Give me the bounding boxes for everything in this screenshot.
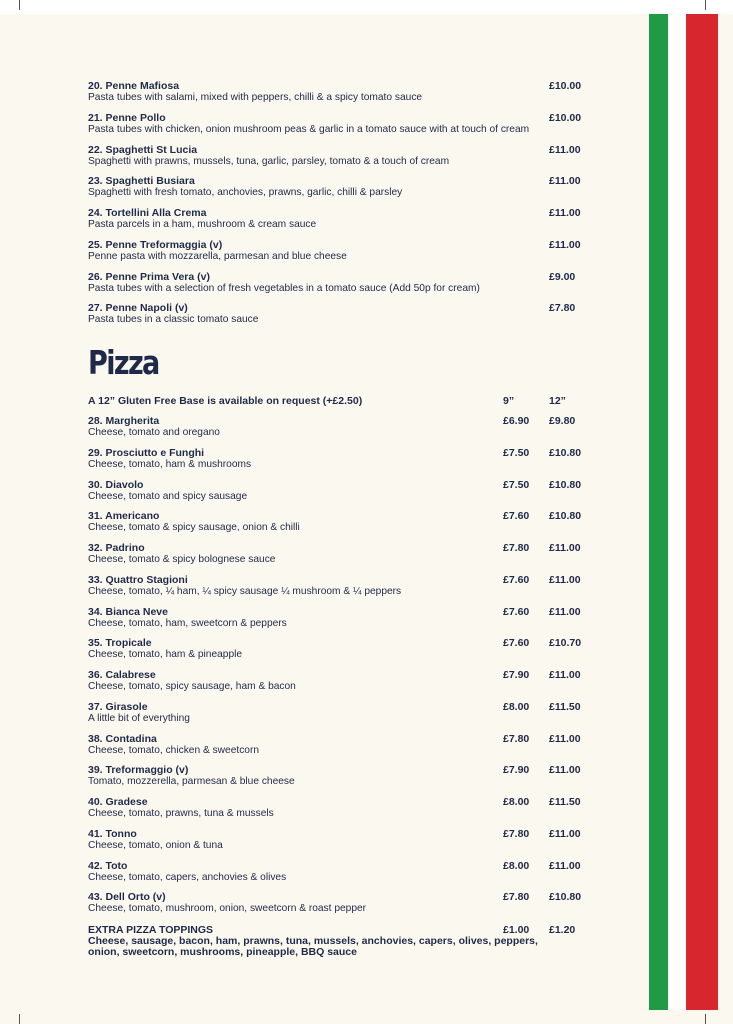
price-9-inch: £1.00 [503,924,530,936]
crop-mark [19,1014,20,1024]
menu-item [88,81,588,113]
price-12-inch: £10.80 [549,478,582,491]
price-9-inch: £8.00 [503,700,530,713]
menu-item [88,638,588,670]
item-price: £10.00 [549,80,582,92]
price-9-inch: £7.80 [503,891,530,904]
menu-item [88,303,588,335]
menu-item [88,113,588,145]
price-12-inch: £11.00 [549,605,581,618]
menu-item [88,575,588,607]
price-9-inch: £7.80 [503,542,530,554]
menu-item [88,240,588,272]
extra-toppings-list: Cheese, sausage, bacon, ham, prawns, tuna, mussels, anchovies, capers, olives, peppers, onion, sweetcorn, mushrooms, pineapple, BBQ sauce [88,935,538,958]
item-name: 25. Penne Treformaggia (v) [88,238,223,251]
price-12-inch: £9.80 [549,415,576,427]
menu-item [88,607,588,639]
price-9-inch: £8.00 [503,796,530,808]
item-name: 32. Padrino [88,542,145,554]
price-12-inch: £11.00 [549,764,581,777]
item-description: Spaghetti with fresh tomato, anchovies, prawns, garlic, chilli & parsley [88,187,403,199]
item-description: Cheese, tomato and spicy sausage [88,490,248,502]
item-description: Cheese, tomato and oregano [88,427,220,438]
item-description: Pasta tubes in a classic tomato sauce [88,314,259,326]
item-description: Spaghetti with prawns, mussels, tuna, garlic, parsley, tomato & a touch of cream [88,155,450,167]
item-price: £7.80 [549,302,576,315]
menu-item [88,797,588,829]
price-9-inch: £8.00 [503,859,530,872]
item-name: 43. Dell Orto (v) [88,891,166,904]
price-12-inch: £10.80 [549,510,582,523]
menu-item [88,480,588,512]
item-description: Cheese, tomato, ¼ ham, ¼ spicy sausage ¼ mushroom & ¼ peppers [88,585,402,597]
item-price: £11.00 [549,207,581,219]
crop-mark [19,0,20,10]
price-12-inch: £10.80 [549,891,582,904]
menu-item [88,416,588,448]
item-description: Cheese, tomato, capers, anchovies & olives [88,871,287,883]
item-name: 42. Toto [88,859,128,872]
item-name: 34. Bianca Neve [88,605,168,618]
item-description: Pasta tubes with a selection of fresh vegetables in a tomato sauce (Add 50p for cream) [88,282,480,294]
price-9-inch: £6.90 [503,415,530,427]
item-name: 30. Diavolo [88,478,144,491]
flag-stripe-green [649,14,668,1010]
item-description: Cheese, tomato & spicy sausage, onion & chilli [88,522,300,534]
pizza-header-row [88,395,588,416]
item-description: Pasta tubes with chicken, onion mushroom peas & garlic in a tomato sauce with at touch of cream [88,123,530,135]
price-12-inch: £1.20 [549,924,576,936]
flag-stripe-red [686,14,718,1010]
item-price: £11.00 [549,238,581,251]
menu-item [88,176,588,208]
menu-item [88,861,588,893]
item-name: 39. Treformaggio (v) [88,764,189,777]
price-9-inch: £7.80 [503,732,530,745]
menu-item [88,765,588,797]
item-description: Cheese, tomato, prawns, tuna & mussels [88,808,274,819]
price-9-inch: £7.90 [503,669,530,681]
price-12-inch: £11.50 [549,796,581,808]
item-description: Cheese, tomato, onion & tuna [88,839,223,851]
item-price: £11.00 [549,175,581,188]
price-12-inch: £11.00 [549,859,581,872]
item-name: 26. Penne Prima Vera (v) [88,270,210,283]
item-price: £9.00 [549,270,576,283]
menu-item [88,734,588,766]
menu-item [88,448,588,480]
size-small-header: 9” [503,395,515,407]
item-description: Pasta parcels in a ham, mushroom & cream sauce [88,219,317,230]
item-name: 40. Gradese [88,796,148,808]
item-name: 22. Spaghetti St Lucia [88,143,198,156]
menu-item [88,511,588,543]
top-margin [0,0,733,14]
size-large-header: 12” [549,395,566,407]
price-9-inch: £7.50 [503,446,530,459]
item-name: 23. Spaghetti Busiara [88,175,195,188]
flag-stripe-white [668,14,686,1010]
item-price: £10.00 [549,111,582,124]
crop-mark [705,0,706,10]
item-description: Cheese, tomato & spicy bolognese sauce [88,554,276,565]
price-9-inch: £7.60 [503,637,530,650]
item-name: 24. Tortellini Alla Crema [88,207,207,219]
pizza-list [88,395,588,958]
item-name: 29. Prosciutto e Funghi [88,446,205,459]
extra-toppings-title: EXTRA PIZZA TOPPINGS [88,924,214,936]
item-description: Cheese, tomato, mushroom, onion, sweetcorn & roast pepper [88,903,367,915]
price-12-inch: £11.50 [549,700,581,713]
item-price: £11.00 [549,143,581,156]
menu-item [88,145,588,177]
menu-item [88,208,588,240]
item-description: Cheese, tomato, spicy sausage, ham & bacon [88,681,296,692]
menu-item [88,892,588,924]
price-9-inch: £7.60 [503,605,530,618]
section-title: Pizza [88,343,159,382]
item-name: 31. Americano [88,510,160,523]
menu-item [88,543,588,575]
price-12-inch: £11.00 [549,669,581,681]
price-9-inch: £7.50 [503,478,530,491]
price-9-inch: £7.80 [503,827,530,840]
item-description: Cheese, tomato, ham, sweetcorn & peppers [88,617,287,629]
item-name: 28. Margherita [88,415,160,427]
item-description: Tomato, mozzerella, parmesan & blue cheese [88,776,295,788]
price-9-inch: £7.60 [503,510,530,523]
price-9-inch: £7.60 [503,573,530,586]
item-name: 35. Tropicale [88,637,152,650]
price-12-inch: £11.00 [549,542,581,554]
item-name: 38. Contadina [88,732,157,745]
item-name: 21. Penne Pollo [88,111,166,124]
price-12-inch: £11.00 [549,573,581,586]
price-12-inch: £11.00 [549,732,581,745]
menu-item [88,702,588,734]
price-12-inch: £10.70 [549,637,582,650]
item-name: 37. Girasole [88,700,148,713]
item-name: 27. Penne Napoli (v) [88,302,188,315]
gluten-free-note: A 12” Gluten Free Base is available on request (+£2.50) [88,395,363,407]
pasta-list [88,81,588,335]
extra-toppings [88,925,588,958]
price-9-inch: £7.90 [503,764,530,777]
price-12-inch: £11.00 [549,827,581,840]
item-description: A little bit of everything [88,712,190,724]
item-description: Pasta tubes with salami, mixed with peppers, chilli & a spicy tomato sauce [88,92,423,103]
price-12-inch: £10.80 [549,446,582,459]
menu-item [88,829,588,861]
item-description: Cheese, tomato, chicken & sweetcorn [88,744,260,756]
item-name: 41. Tonno [88,827,137,840]
item-name: 33. Quattro Stagioni [88,573,188,586]
menu-item [88,670,588,702]
item-name: 20. Penne Mafiosa [88,80,180,92]
item-description: Penne pasta with mozzarella, parmesan and blue cheese [88,250,347,262]
item-description: Cheese, tomato, ham & pineapple [88,649,243,661]
crop-mark [705,1014,706,1024]
item-description: Cheese, tomato, ham & mushrooms [88,458,252,470]
item-name: 36. Calabrese [88,669,156,681]
menu-item [88,272,588,304]
